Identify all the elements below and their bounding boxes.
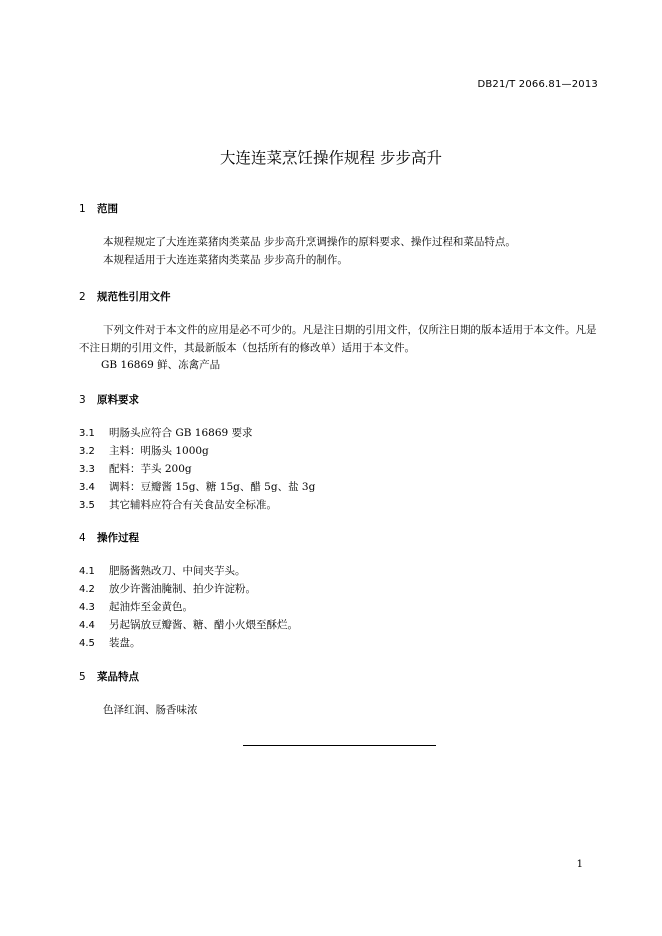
section-number: 1 [79, 203, 86, 215]
list-item: 3.1 明肠头应符合 GB 16869 要求 [79, 427, 253, 439]
section-heading-scope [79, 201, 118, 216]
list-item: 3.2 主料：明肠头 1000g [79, 445, 209, 457]
section-number: 5 [79, 671, 86, 683]
list-item: 4.4 另起锅放豆瓣酱、糖、醋小火煨至酥烂。 [79, 619, 298, 631]
list-item: 3.3 配料：芋头 200g [79, 463, 192, 475]
section-title: 原料要求 [97, 394, 139, 406]
section-title: 范围 [97, 203, 118, 215]
section-heading-process [79, 530, 139, 545]
list-item: 4.1 肥肠酱熟改刀、中间夹芋头。 [79, 565, 246, 577]
page-number: 1 [576, 859, 583, 870]
reference-gb16869: GB 16869 鲜、冻禽产品 [101, 359, 221, 371]
list-item: 3.4 调料：豆瓣酱 15g、糖 15g、醋 5g、盐 3g [79, 481, 316, 493]
list-item: 3.5 其它辅料应符合有关食品安全标准。 [79, 499, 277, 511]
list-item: 4.5 装盘。 [79, 637, 141, 649]
section-heading-materials [79, 392, 139, 407]
section-number: 3 [79, 394, 86, 406]
section-heading-features [79, 669, 139, 684]
list-item: 4.2 放少许酱油腌制、拍少许淀粉。 [79, 583, 256, 595]
section-title: 菜品特点 [97, 671, 139, 683]
end-of-document-rule [243, 745, 436, 746]
document-title: 大连连菜烹饪操作规程 步步高升 [220, 149, 442, 167]
list-item: 4.3 起油炸至金黄色。 [79, 601, 193, 613]
references-paragraph: 下列文件对于本文件的应用是必不可少的。凡是注日期的引用文件，仅所注日期的版本适用于本文件。凡是不注日期的引用文件，其最新版本（包括所有的修改单）适用于本文件。 [79, 324, 597, 354]
section-heading-references [79, 289, 171, 304]
scope-paragraph-2: 本规程适用于大连连菜猪肉类菜品 步步高升的制作。 [103, 254, 348, 266]
standard-code: DB21/T 2066.81—2013 [477, 79, 598, 90]
section-number: 2 [79, 291, 86, 303]
section-title: 规范性引用文件 [97, 291, 171, 303]
section-number: 4 [79, 532, 86, 544]
section-title: 操作过程 [97, 532, 139, 544]
scope-paragraph-1: 本规程规定了大连连菜猪肉类菜品 步步高升烹调操作的原料要求、操作过程和菜品特点。 [103, 236, 516, 248]
features-text: 色泽红润、肠香味浓 [103, 704, 198, 716]
